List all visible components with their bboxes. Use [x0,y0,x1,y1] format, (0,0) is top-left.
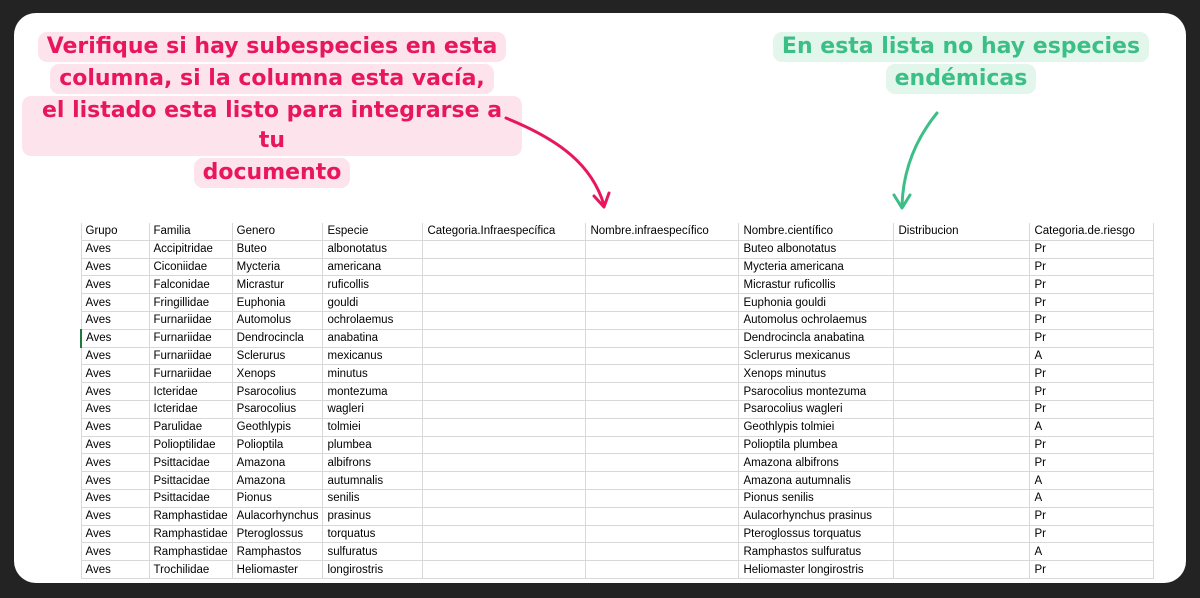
table-cell[interactable] [894,525,1030,543]
table-cell[interactable]: Ramphastidae [149,507,232,525]
table-cell[interactable]: Parulidae [149,418,232,436]
table-row [81,240,1154,258]
table-cell[interactable] [423,294,586,312]
table-cell[interactable]: Pionus [232,489,323,507]
table-cell[interactable]: montezuma [323,383,423,401]
table-cell[interactable]: Ciconiidae [149,258,232,276]
table-cell[interactable]: Mycteria americana [739,258,894,276]
table-row [81,311,1154,329]
table-cell[interactable] [586,489,739,507]
table-cell[interactable]: Amazona [232,454,323,472]
table-cell[interactable]: Aulacorhynchus prasinus [739,507,894,525]
table-cell[interactable]: senilis [323,489,423,507]
table-cell[interactable]: ruficollis [323,276,423,294]
table-cell[interactable]: Aves [81,454,149,472]
table-cell[interactable] [894,436,1030,454]
table-cell[interactable]: Heliomaster [232,561,323,579]
table-cell[interactable]: sulfuratus [323,543,423,561]
table-row [81,472,1154,490]
table-cell[interactable] [894,454,1030,472]
table-cell[interactable]: Amazona [232,472,323,490]
table-cell[interactable]: Icteridae [149,383,232,401]
table-cell[interactable]: Pr [1030,329,1154,347]
table-cell[interactable] [586,525,739,543]
table-cell[interactable] [586,400,739,418]
table-cell[interactable] [894,329,1030,347]
table-cell[interactable] [894,489,1030,507]
table-row [81,454,1154,472]
table-cell[interactable]: Aves [81,561,149,579]
table-cell[interactable]: Pteroglossus torquatus [739,525,894,543]
table-cell[interactable] [586,365,739,383]
table-cell[interactable]: Pr [1030,561,1154,579]
table-cell[interactable]: Psarocolius wagleri [739,400,894,418]
table-row [81,543,1154,561]
column-header[interactable]: Grupo [81,223,149,240]
table-cell[interactable]: Pr [1030,311,1154,329]
table-cell[interactable] [423,365,586,383]
endemic-callout [768,31,1154,95]
table-row [81,365,1154,383]
table-cell[interactable] [423,400,586,418]
table-cell[interactable]: Aves [81,383,149,401]
table-cell[interactable] [586,240,739,258]
table-row [81,258,1154,276]
table-row [81,347,1154,365]
table-cell[interactable]: torquatus [323,525,423,543]
table-cell[interactable]: Micrastur ruficollis [739,276,894,294]
column-header[interactable]: Nombre.infraespecífico [586,223,739,240]
table-cell[interactable]: Dendrocincla [232,329,323,347]
table-cell[interactable]: Aves [81,418,149,436]
table-cell[interactable] [894,472,1030,490]
table-cell[interactable] [423,436,586,454]
table-cell[interactable]: Pionus senilis [739,489,894,507]
table-cell[interactable]: Automolus ochrolaemus [739,311,894,329]
table-cell[interactable]: Icteridae [149,400,232,418]
column-header[interactable]: Especie [323,223,423,240]
table-cell[interactable]: Ramphastos [232,543,323,561]
table-cell[interactable]: Aves [81,329,149,347]
table-cell[interactable]: Aves [81,311,149,329]
table-cell[interactable]: Aves [81,489,149,507]
table-cell[interactable]: Pr [1030,525,1154,543]
table-cell[interactable]: Polioptila [232,436,323,454]
table-cell[interactable]: Pr [1030,240,1154,258]
table-cell[interactable]: Euphonia [232,294,323,312]
table-cell[interactable]: Automolus [232,311,323,329]
table-cell[interactable]: anabatina [323,329,423,347]
table-cell[interactable]: Psarocolius [232,383,323,401]
table-cell[interactable]: tolmiei [323,418,423,436]
table-cell[interactable] [423,489,586,507]
table-cell[interactable]: Pr [1030,436,1154,454]
table-cell[interactable]: Amazona albifrons [739,454,894,472]
table-cell[interactable]: Aves [81,294,149,312]
table-cell[interactable]: Buteo [232,240,323,258]
table-cell[interactable]: Aves [81,436,149,454]
table-cell[interactable]: Aves [81,543,149,561]
table-row [81,561,1154,579]
table-cell[interactable]: Ramphastidae [149,525,232,543]
table-cell[interactable] [423,240,586,258]
table-cell[interactable] [894,258,1030,276]
table-cell[interactable]: Polioptila plumbea [739,436,894,454]
table-cell[interactable]: Aves [81,525,149,543]
callout-line: En esta lista no hay especies [773,32,1149,62]
callout-line: endémicas [886,64,1037,94]
table-cell[interactable] [586,561,739,579]
table-cell[interactable]: Psittacidae [149,489,232,507]
table-cell[interactable]: Xenops minutus [739,365,894,383]
table-cell[interactable]: Aves [81,472,149,490]
table-cell[interactable]: Psittacidae [149,472,232,490]
table-cell[interactable]: Sclerurus [232,347,323,365]
table-cell[interactable]: Pr [1030,383,1154,401]
table-cell[interactable]: Psarocolius montezuma [739,383,894,401]
table-cell[interactable]: Pr [1030,400,1154,418]
table-cell[interactable] [586,436,739,454]
table-cell[interactable]: Aulacorhynchus [232,507,323,525]
table-cell[interactable]: Micrastur [232,276,323,294]
table-cell[interactable] [894,276,1030,294]
table-cell[interactable] [894,347,1030,365]
table-cell[interactable]: Ramphastos sulfuratus [739,543,894,561]
table-cell[interactable]: albonotatus [323,240,423,258]
subspecies-callout [22,31,522,189]
table-cell[interactable]: Furnariidae [149,365,232,383]
table-cell[interactable] [586,454,739,472]
table-cell[interactable]: Geothlypis tolmiei [739,418,894,436]
table-cell[interactable]: A [1030,347,1154,365]
table-cell[interactable]: A [1030,418,1154,436]
table-row [81,489,1154,507]
table-cell[interactable] [894,240,1030,258]
table-cell[interactable] [423,507,586,525]
table-cell[interactable]: Aves [81,276,149,294]
table-cell[interactable] [894,383,1030,401]
table-cell[interactable] [586,383,739,401]
table-cell[interactable] [423,454,586,472]
table-cell[interactable] [423,329,586,347]
table-cell[interactable]: Mycteria [232,258,323,276]
callout-line: el listado esta listo para integrarse a tu [22,96,522,156]
table-row [81,418,1154,436]
table-cell[interactable]: Aves [81,347,149,365]
table-cell[interactable]: Pr [1030,454,1154,472]
table-cell[interactable]: Trochilidae [149,561,232,579]
table-cell[interactable]: plumbea [323,436,423,454]
table-cell[interactable]: wagleri [323,400,423,418]
table-row [81,525,1154,543]
table-row [81,400,1154,418]
table-cell[interactable]: A [1030,543,1154,561]
table-cell[interactable]: prasinus [323,507,423,525]
table-row [81,436,1154,454]
table-cell[interactable]: minutus [323,365,423,383]
table-cell[interactable] [586,311,739,329]
table-cell[interactable]: Aves [81,258,149,276]
table-cell[interactable]: Aves [81,507,149,525]
table-cell[interactable]: ochrolaemus [323,311,423,329]
table-cell[interactable] [894,294,1030,312]
column-header[interactable]: Categoria.Infraespecífica [423,223,586,240]
table-cell[interactable]: Aves [81,240,149,258]
table-cell[interactable]: Furnariidae [149,311,232,329]
table-row [81,507,1154,525]
table-cell[interactable]: Aves [81,400,149,418]
table-cell[interactable] [423,525,586,543]
table-cell[interactable]: Pteroglossus [232,525,323,543]
table-cell[interactable] [423,561,586,579]
table-cell[interactable]: Geothlypis [232,418,323,436]
table-cell[interactable]: Psittacidae [149,454,232,472]
table-cell[interactable] [894,365,1030,383]
table-cell[interactable] [423,472,586,490]
table-cell[interactable] [423,276,586,294]
table-cell[interactable]: Amazona autumnalis [739,472,894,490]
table-cell[interactable] [894,311,1030,329]
table-cell[interactable] [894,543,1030,561]
table-cell[interactable]: longirostris [323,561,423,579]
table-cell[interactable] [423,383,586,401]
table-cell[interactable] [586,276,739,294]
table-cell[interactable] [586,294,739,312]
table-cell[interactable] [586,347,739,365]
table-cell[interactable]: gouldi [323,294,423,312]
table-cell[interactable] [423,543,586,561]
table-cell[interactable] [894,507,1030,525]
table-cell[interactable]: autumnalis [323,472,423,490]
table-cell[interactable]: Polioptilidae [149,436,232,454]
table-cell[interactable] [586,258,739,276]
table-cell[interactable] [586,472,739,490]
table-cell[interactable]: Dendrocincla anabatina [739,329,894,347]
table-cell[interactable]: Falconidae [149,276,232,294]
table-cell[interactable]: mexicanus [323,347,423,365]
table-cell[interactable]: Pr [1030,294,1154,312]
table-cell[interactable]: Euphonia gouldi [739,294,894,312]
table-cell[interactable]: Pr [1030,507,1154,525]
table-cell[interactable]: Ramphastidae [149,543,232,561]
table-cell[interactable]: Pr [1030,258,1154,276]
table-cell[interactable]: Psarocolius [232,400,323,418]
column-header[interactable]: Nombre.científico [739,223,894,240]
table-cell[interactable] [586,418,739,436]
table-cell[interactable] [586,329,739,347]
table-cell[interactable]: Furnariidae [149,329,232,347]
table-row [81,383,1154,401]
column-header[interactable]: Distribucion [894,223,1030,240]
table-cell[interactable] [894,418,1030,436]
table-cell[interactable]: A [1030,489,1154,507]
table-cell[interactable]: Heliomaster longirostris [739,561,894,579]
table-row [81,329,1154,347]
table-cell[interactable] [894,561,1030,579]
callout-line: columna, si la columna esta vacía, [50,64,494,94]
table-cell[interactable]: Xenops [232,365,323,383]
table-cell[interactable]: A [1030,472,1154,490]
table-cell[interactable] [586,507,739,525]
column-header[interactable]: Categoria.de.riesgo [1030,223,1154,240]
table-cell[interactable]: Pr [1030,276,1154,294]
table-cell[interactable]: Accipitridae [149,240,232,258]
table-row [81,294,1154,312]
table-cell[interactable]: albifrons [323,454,423,472]
table-cell[interactable] [423,418,586,436]
table-cell[interactable]: Buteo albonotatus [739,240,894,258]
callout-line: documento [194,158,351,188]
column-header[interactable]: Familia [149,223,232,240]
table-cell[interactable] [423,311,586,329]
column-header[interactable]: Genero [232,223,323,240]
table-cell[interactable]: americana [323,258,423,276]
table-cell[interactable] [586,543,739,561]
table-cell[interactable]: Furnariidae [149,347,232,365]
table-cell[interactable]: Aves [81,365,149,383]
table-cell[interactable]: Fringillidae [149,294,232,312]
table-cell[interactable]: Sclerurus mexicanus [739,347,894,365]
table-cell[interactable] [894,400,1030,418]
species-spreadsheet [80,223,1154,579]
table-cell[interactable] [423,258,586,276]
header-row [81,223,1154,240]
table-row [81,276,1154,294]
table-cell[interactable] [423,347,586,365]
callout-line: Verifique si hay subespecies en esta [38,32,507,62]
table-cell[interactable]: Pr [1030,365,1154,383]
